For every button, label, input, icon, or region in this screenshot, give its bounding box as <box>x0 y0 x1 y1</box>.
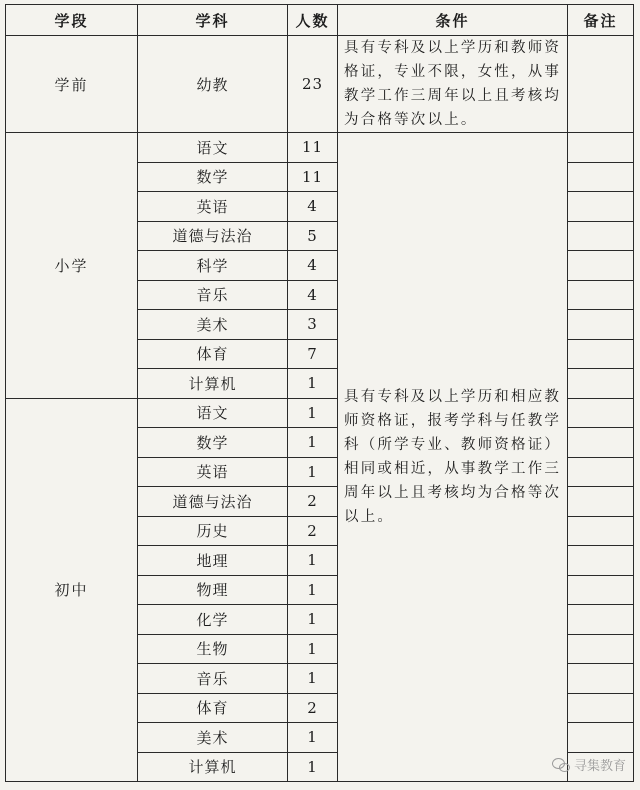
count-cell: 1 <box>288 664 338 694</box>
note-cell <box>568 634 634 664</box>
note-cell <box>568 723 634 753</box>
note-cell <box>568 428 634 458</box>
subject-cell: 地理 <box>138 546 288 576</box>
note-cell <box>568 398 634 428</box>
header-note: 备注 <box>568 5 634 36</box>
count-cell: 1 <box>288 457 338 487</box>
count-cell: 1 <box>288 398 338 428</box>
count-cell: 1 <box>288 723 338 753</box>
count-cell: 3 <box>288 310 338 340</box>
subject-cell: 音乐 <box>138 280 288 310</box>
count-cell: 1 <box>288 605 338 635</box>
count-cell: 11 <box>288 162 338 192</box>
stage-cell-primary: 小学 <box>6 133 138 399</box>
subject-cell: 物理 <box>138 575 288 605</box>
condition-text: 具有专科及以上学历和相应教师资格证，报考学科与任教学科（所学专业、教师资格证）相同或相近，从事教学工作三周年以上且考核均为合格等次以上。 <box>344 389 562 525</box>
recruitment-table <box>5 4 634 782</box>
count-cell: 1 <box>288 752 338 782</box>
note-cell <box>568 664 634 694</box>
condition-cell-shared <box>338 133 568 782</box>
stage-cell-preschool: 学前 <box>6 36 138 133</box>
subject-cell: 幼教 <box>138 36 288 133</box>
watermark <box>552 755 626 774</box>
subject-cell: 美术 <box>138 723 288 753</box>
count-cell: 4 <box>288 251 338 281</box>
count-cell: 2 <box>288 693 338 723</box>
note-cell <box>568 693 634 723</box>
subject-cell: 英语 <box>138 192 288 222</box>
count-cell: 1 <box>288 575 338 605</box>
count-cell: 5 <box>288 221 338 251</box>
table-row-preschool <box>6 36 634 133</box>
subject-cell: 体育 <box>138 693 288 723</box>
subject-cell: 数学 <box>138 428 288 458</box>
subject-cell: 科学 <box>138 251 288 281</box>
note-cell <box>568 280 634 310</box>
note-cell <box>568 546 634 576</box>
count-cell: 1 <box>288 369 338 399</box>
note-cell <box>568 221 634 251</box>
header-condition: 条件 <box>338 5 568 36</box>
note-cell <box>568 162 634 192</box>
note-cell <box>568 133 634 163</box>
count-cell: 2 <box>288 516 338 546</box>
wechat-icon <box>552 758 570 772</box>
note-cell <box>568 575 634 605</box>
header-count: 人数 <box>288 5 338 36</box>
subject-cell: 道德与法治 <box>138 221 288 251</box>
note-cell <box>568 605 634 635</box>
subject-cell: 美术 <box>138 310 288 340</box>
recruitment-table-sheet <box>5 4 633 786</box>
subject-cell: 英语 <box>138 457 288 487</box>
note-cell <box>568 457 634 487</box>
count-cell: 1 <box>288 428 338 458</box>
table-row <box>6 133 634 163</box>
condition-cell-preschool <box>338 36 568 133</box>
note-cell <box>568 251 634 281</box>
subject-cell: 体育 <box>138 339 288 369</box>
subject-cell: 计算机 <box>138 369 288 399</box>
subject-cell: 历史 <box>138 516 288 546</box>
header-row <box>6 5 634 36</box>
count-cell: 1 <box>288 634 338 664</box>
subject-cell: 语文 <box>138 133 288 163</box>
note-cell <box>568 310 634 340</box>
subject-cell: 语文 <box>138 398 288 428</box>
count-cell: 4 <box>288 192 338 222</box>
watermark-text: 寻集教育 <box>573 759 626 774</box>
count-cell: 1 <box>288 546 338 576</box>
note-cell <box>568 36 634 133</box>
subject-cell: 道德与法治 <box>138 487 288 517</box>
subject-cell: 生物 <box>138 634 288 664</box>
note-cell <box>568 192 634 222</box>
note-cell <box>568 369 634 399</box>
count-cell: 2 <box>288 487 338 517</box>
count-cell: 11 <box>288 133 338 163</box>
count-cell: 7 <box>288 339 338 369</box>
note-cell <box>568 516 634 546</box>
note-cell <box>568 487 634 517</box>
condition-text: 具有专科及以上学历和教师资格证，专业不限，女性，从事教学工作三周年以上且考核均为合格等次以上。 <box>344 40 562 128</box>
note-cell <box>568 339 634 369</box>
subject-cell: 数学 <box>138 162 288 192</box>
count-cell: 23 <box>288 36 338 133</box>
count-cell: 4 <box>288 280 338 310</box>
subject-cell: 音乐 <box>138 664 288 694</box>
header-stage: 学段 <box>6 5 138 36</box>
subject-cell: 计算机 <box>138 752 288 782</box>
header-subject: 学科 <box>138 5 288 36</box>
subject-cell: 化学 <box>138 605 288 635</box>
stage-cell-junior: 初中 <box>6 398 138 782</box>
